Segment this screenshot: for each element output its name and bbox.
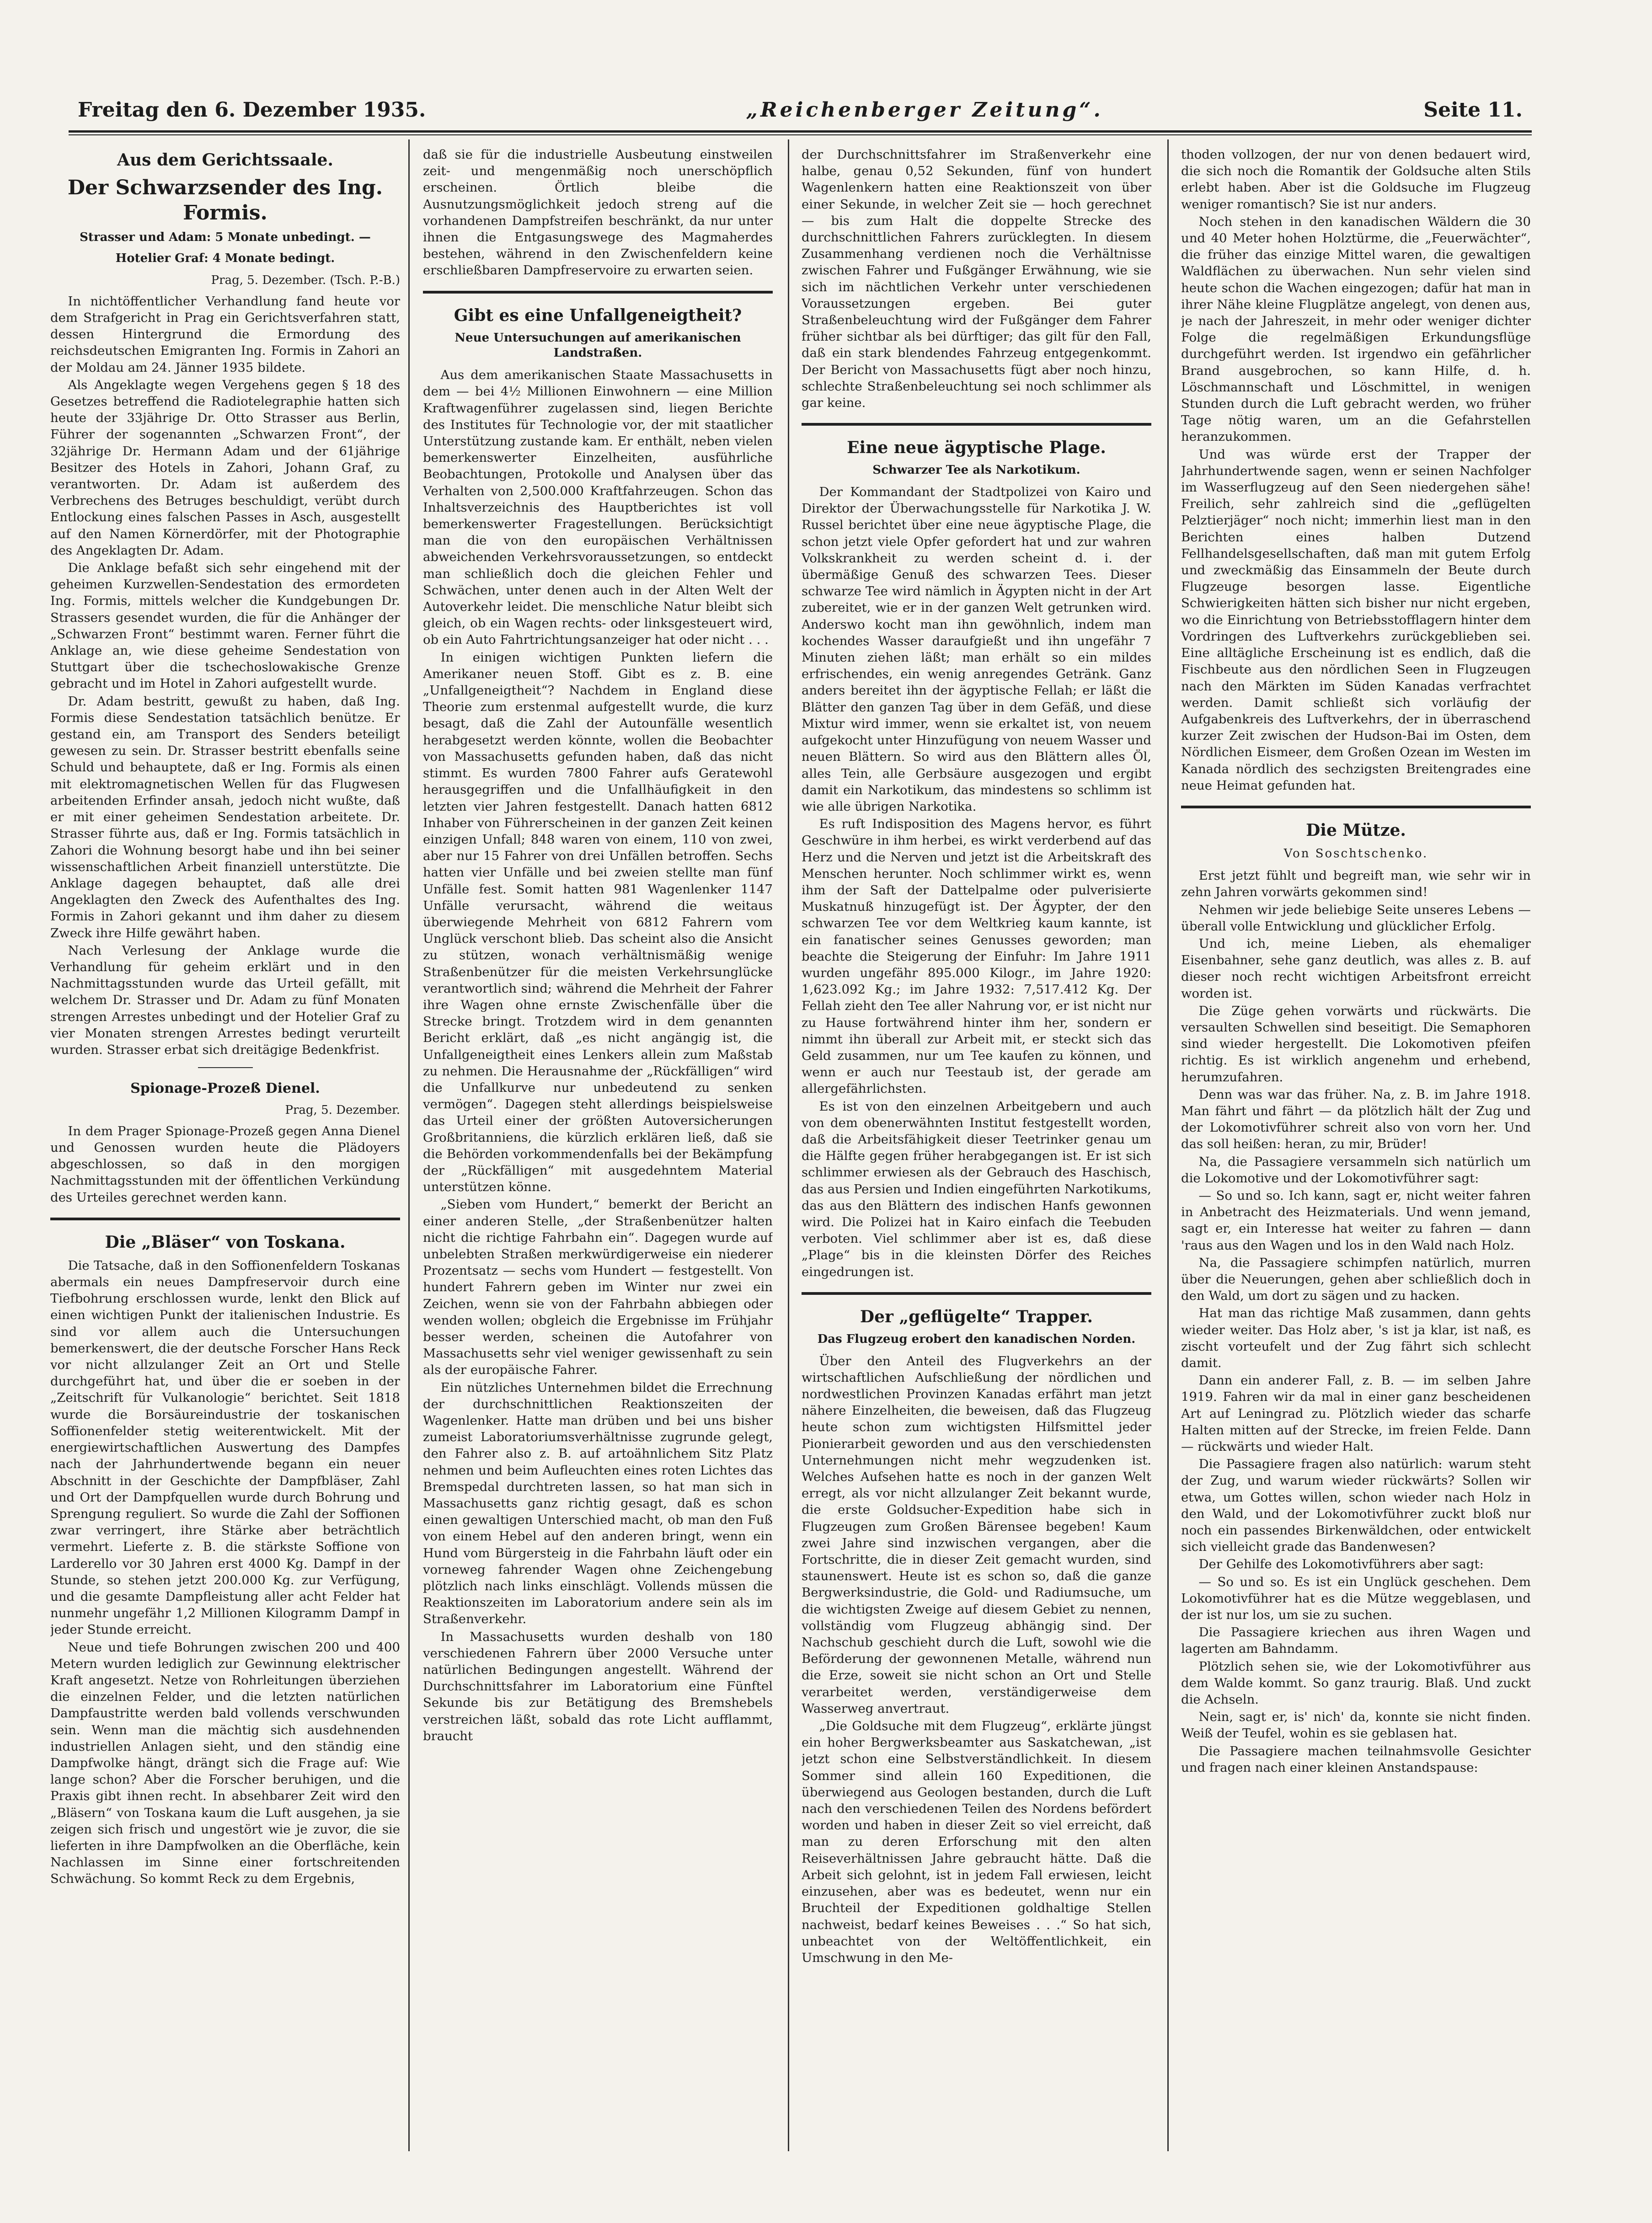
article-separator — [802, 1292, 1151, 1295]
masthead-rule — [69, 130, 1532, 133]
article-headline: Eine neue ägyptische Plage. — [847, 438, 1106, 458]
article-paragraph: daß sie für die industrielle Ausbeutung einstweilen zeit- und mengenmäßig noch unerschöpflich erscheinen. Örtlich bleibe die Ausnutzungsmöglichkeit jedoch streng auf die vorhandenen Dampfstreifen beschränkt, da nur unter ihnen die Entgasungswege des Magmaherdes bestehen, während in den Zwischenfeldern keine erschließbaren Dampfreservoire zu erwarten seien. — [423, 147, 773, 278]
article-subheadline: Schwarzer Tee als Narkotikum. — [872, 463, 1080, 477]
article-paragraph: Plötzlich sehen sie, wie der Lokomotivführer aus dem Walde kommt. So ganz traurig. Blaß. Und zuckt die Achseln. — [1181, 1659, 1531, 1707]
article-headline: Die „Bläser“ von Toskana. — [105, 1232, 346, 1252]
article-paragraph: Der Gehilfe des Lokomotivführers aber sagt: — [1198, 1557, 1484, 1572]
article-subheadline: Strasser und Adam: 5 Monate unbedingt. — — [80, 230, 371, 244]
article-paragraph: In Massachusetts wurden deshalb von 180 verschiedenen Fahrern über 2000 Versuche unter natürlichen Bedingungen angestellt. Während der Durchschnittsfahrer im Laboratorium eine Fünftel Sekunde bis zur Betätigung des Bremshebels verstreichen läßt, sobald das rote Licht aufflammt, braucht — [423, 1629, 773, 1743]
article-paragraph: „Die Goldsuche mit dem Flugzeug“, erklärte jüngst ein hoher Bergwerksbeamter aus Saskatchewan, „ist jetzt schon eine Selbstverständlichkeit. In diesem Sommer sind allein 160 Expeditionen, die überwiegend aus Geologen bestanden, durch die Luft nach den verschiedenen Teilen des Nordens befördert worden und haben in dieser Zeit so viel erreicht, daß man zu deren Erforschung mit den alten Reiseverhältnissen Jahre gebraucht hätte. Daß die Arbeit sich gelohnt, ist in jedem Fall erwiesen, leicht einzusehen, aber was es bedeutet, wenn nur ein Bruchteil der Expeditionen goldhaltige Stellen nachweist, bedarf keines Beweises . . .“ So hat sich, unbeachtet von der Weltöffentlichkeit, ein Umschwung in den Me- — [802, 1719, 1151, 1965]
article-byline: Von Soschtschenko. — [1283, 846, 1428, 860]
article-paragraph: Der Kommandant der Stadtpolizei von Kairo und Direktor der Überwachungsstelle für Narkotika J. W. Russel berichtet über eine neue ägyptische Plage, die schon jetzt viele Opfer gefordert hat und zur wahren Volkskrankheit zu werden scheint d. i. der übermäßige Genuß des schwarzen Tees. Dieser schwarze Tee wird nämlich in Ägypten nicht in der Art zubereitet, wie er in der ganzen Welt getrunken wird. Anderswo kocht man ihn gewöhnlich, indem man kochendes Wasser daraufgießt und ihn ungefähr 7 Minuten ziehen läßt; man erhält so ein mildes erfrischendes, ein wenig anregendes Getränk. Ganz anders bereitet ihn der ägyptische Fellah; er läßt die Blätter den ganzen Tag über in dem Gefäß, und diese Mixtur wird immer, wenn sie erkaltet ist, von neuem aufgekocht unter Hinzufügung von neuem Wasser und neuen Blättern. So wird aus den Blättern alles Öl, alles Tein, alle Gerbsäure ausgezogen und ergibt damit ein Narkotikum, das mindestens so schlimm ist wie alle übrigen Narkotika. — [802, 485, 1151, 814]
column-rule — [408, 139, 410, 2151]
article-paragraph: Es ist von den einzelnen Arbeitgebern und auch von dem obenerwähnten Institut festgestellt worden, daß die Arbeitsfähigkeit dieser Teetrinker genau um die Hälfte gegen früher herabgegangen ist. Er ist sich schlimmer erwiesen als der Gebrauch des Haschisch, das aus Persien und Indien eingeführten Narkotikums, das aus den Blättern des indischen Hanfs gewonnen wird. Die Polizei hat in Kairo einfach die Teebuden verboten. Viel schlimmer aber ist es, daß diese „Plage“ bis in die kleinsten Dörfer des Reiches eingedrungen ist. — [802, 1099, 1151, 1279]
masthead — [78, 98, 1523, 126]
article-separator — [423, 291, 773, 294]
article-paragraph: Noch stehen in den kanadischen Wäldern die 30 und 40 Meter hohen Holztürme, die „Feuerwächter“, die früher das einzige Mittel waren, die gewaltigen Waldflächen zu überwachen. Nun sehr vielen sind heute schon die Wachen eingezogen; dafür hat man in ihrer Nähe kleine Flugplätze angelegt, von denen aus, je nach der Jahreszeit, in mehr oder weniger dichter Folge die regelmäßigen Erkundungsflüge durchgeführt werden. Ist irgendwo ein gefährlicher Brand ausgebrochen, so kann Hilfe, d. h. Löschmannschaft und Löschmittel, in wenigen Stunden durch die Luft gebracht werden, wo früher Tage nötig waren, um an die Gefahrstellen heranzukommen. — [1181, 214, 1531, 444]
article-paragraph: Hat man das richtige Maß zusammen, dann gehts wieder weiter. Das Holz aber, 's ist ja klar, ist naß, es zischt vorteufelt und der Zug fährt sich schlecht damit. — [1181, 1306, 1531, 1371]
article-paragraph: Die Passagiere kriechen aus ihren Wagen und lagerten am Bahndamm. — [1181, 1625, 1531, 1657]
article-paragraph: Die Anklage befaßt sich sehr eingehend mit der geheimen Kurzwellen-Sendestation des ermordeten Ing. Formis, mittels welcher die Kundgebungen Dr. Strassers gesendet wurden, die für die Anhänger der „Schwarzen Front“ bestimmt waren. Ferner führt die Anklage an, wie diese geheime Sendestation von Stuttgart über die tschechoslowakische Grenze gebracht und im Hotel in Zahori aufgestellt wurde. — [50, 561, 400, 691]
article-paragraph: „Sieben vom Hundert,“ bemerkt der Bericht an einer anderen Stelle, „der Straßenbenützer halten nicht die richtige Fahrbahn ein“. Dagegen wurde auf unbelebten Straßen merkwürdigerweise ein niederer Prozentsatz — sechs vom Hundert — festgestellt. Von hundert Fahrern geben im Winter nur zwei ein Zeichen, wenn sie von der Fahrbahn abbiegen oder wenden wollen; obgleich die Ergebnisse im Frühjahr besser werden, scheinen die Autofahrer von Massachusetts sehr viel weniger gewissenhaft zu sein als der europäische Fahrer. — [423, 1197, 773, 1378]
article-paragraph: thoden vollzogen, der nur von denen bedauert wird, die sich noch die Romantik der Goldsuche alten Stils erlebt haben. Aber ist die Goldsuche im Flugzeug weniger romantisch? Sie ist nur anders. — [1181, 147, 1531, 212]
article-subheadline: Das Flugzeug erobert den kanadischen Norden. — [817, 1332, 1136, 1346]
article-paragraph: — So und so. Es ist ein Unglück geschehen. Dem Lokomotivführer hat es die Mütze weggeblasen, und der ist nur los, um sie zu suchen. — [1181, 1574, 1531, 1623]
article-paragraph: Die Züge gehen vorwärts und rückwärts. Die versaulten Schwellen sind beseitigt. Die Semaphoren sind wieder hergestellt. Die Lokomotiven pfeifen richtig. Es ist wirklich angenehm und erhebend, herumzufahren. — [1181, 1003, 1531, 1085]
article-headline: Der „geflügelte“ Trapper. — [860, 1307, 1093, 1326]
article-paragraph: Na, die Passagiere schimpfen natürlich, murren über die Neuerungen, gehen aber schließlich doch in den Wald, um dort zu sägen und zu hacken. — [1181, 1255, 1531, 1304]
article-paragraph: Dann ein anderer Fall, z. B. — im selben Jahre 1919. Fahren wir da mal in einer ganz bescheidenen Art auf Leningrad zu. Plötzlich wieder das scharfe Halten mitten auf der Strecke, im freien Felde. Dann — rückwärts und wieder Halt. — [1181, 1373, 1531, 1454]
article-headline: Der Schwarzsender des Ing. Formis. — [67, 176, 383, 224]
article-paragraph: Und was würde erst der Trapper der Jahrhundertwende sagen, wenn er seinen Nachfolger im Wasserflugzeug auf den Seen niedergehen sähe! Freilich, sehr zahlreich sind die „geflügelten Pelztierjäger“ noch nicht; immerhin liest man in den Berichten eines halben Dutzend Fellhandelsgesellschaften, daß man mit gutem Erfolg und zweckmäßig das Einsammeln der Beute durch Flugzeuge besorgen lasse. Eigentliche Schwierigkeiten hätten sich bisher nur nicht ergeben, wo die Einrichtung von Betriebsstofflagern hinter dem Vordringen des Luftverkehrs zurückgeblieben sei. Eine alltägliche Erscheinung ist es endlich, daß die Fischbeute aus den nördlichen Seen in Flugzeugen nach den Märkten im Süden Kanadas verfrachtet werden. Damit schließt sich vorläufig der Aufgabenkreis des Luftverkehrs, der in überraschend kurzer Zeit zwischen der Hudson-Bai im Osten, dem Nördlichen Eismeer, dem Großen Ozean im Westen im Kanada nördlich des sechzigsten Breitengrades eine neue Heimat gefunden hat. — [1181, 447, 1531, 793]
article-paragraph: Denn was war das früher. Na, z. B. im Jahre 1918. Man fährt und fährt — da plötzlich hält der Zug und der Lokomotivführer schreit also von vorn her. Und das soll heißen: heran, zu mir, Brüder! — [1181, 1087, 1531, 1152]
column-1 — [50, 146, 400, 2154]
article-paragraph: Als Angeklagte wegen Vergehens gegen § 18 des Gesetzes betreffend die Radiotelegraphie hatten sich heute der 33jährige Dr. Otto Strasser aus Berlin, Führer der sogenannten „Schwarzen Front“, der 32jährige Dr. Hermann Adam und der 61jährige Besitzer des Hotels in Zahori, Johann Graf, zu verantworten. Dr. Adam ist außerdem des Verbrechens des Betruges beschuldigt, verübt durch Entlockung eines falschen Passes in Asch, ausgestellt auf den Namen Körnerdörfer, mit der Photographie des Angeklagten Dr. Adam. — [50, 377, 400, 558]
column-rule — [1167, 139, 1169, 2151]
article-subheadline: Neue Untersuchungen auf amerikanischen Landstraßen. — [454, 331, 741, 360]
article-paragraph: Ein nützliches Unternehmen bildet die Errechnung der durchschnittlichen Reaktionszeiten der Wagenlenker. Hatte man drüben und bei uns bisher zumeist Laboratoriumsverhältnisse zugrunde gelegt, den Fahrer also z. B. auf artoähnlichem Sitz Platz nehmen und beim Aufleuchten eines roten Lichtes das Bremspedal durchtreten lassen, so hat man sich in Massachusetts ganz richtig gesagt, daß es schon einen gewaltigen Unterschied macht, ob man den Fuß von einem Hebel auf den anderen bringt, wenn ein Hund vom Bürgersteig in die Fahrbahn läuft oder ein vorneweg fahrender Wagen ohne Zeichengebung plötzlich nach links einschlägt. Vollends müssen die Reaktionszeiten im Laboratorium andere sein als im Straßenverkehr. — [423, 1380, 773, 1627]
article-paragraph: Na, die Passagiere versammeln sich natürlich um die Lokomotive und der Lokomotivführer sagt: — [1181, 1154, 1531, 1186]
article-paragraph: Nehmen wir jede beliebige Seite unseres Lebens — überall volle Entwicklung und glücklicher Erfolg. — [1181, 902, 1531, 934]
article-subheadline: Hotelier Graf: 4 Monate bedingt. — [115, 251, 335, 265]
article-paragraph: Die Passagiere machen teilnahmsvolle Gesichter und fragen nach einer kleinen Anstandspause: — [1181, 1743, 1531, 1775]
article-separator — [802, 423, 1151, 426]
article-paragraph: In einigen wichtigen Punkten liefern die Amerikaner neuen Stoff. Gibt es z. B. eine „Unfallgeneigtheit“? Nachdem in England diese Theorie zum erstenmal aufgestellt wurde, die kurz besagt, daß die Zahl der Autounfälle wesentlich herabgesetzt werden könnte, wollen die Beobachter von Massachusetts gefunden haben, daß das nicht stimmt. Es wurden 7800 Fahrer aufs Geratewohl herausgegriffen und die Unfallhäufigkeit in den letzten vier Jahren festgestellt. Danach hatten 6812 Inhaber von Führerscheinen in der ganzen Zeit keinen einzigen Unfall; 848 waren von einem, 110 von zwei, aber nur 15 Fahrer von drei Unfällen betroffen. Sechs hatten vier Unfälle und bei zweien stellte man fünf Unfälle fest. Somit hatten 981 Wagenlenker 1147 Unfälle verursacht, während die weitaus überwiegende Mehrheit von 6812 Fahrern vom Unglück verschont blieb. Das scheint also die Ansicht zu stützen, wonach verhältnismäßig wenige Straßenbenützer für die meisten Verkehrsunglücke verantwortlich sind; während die Mehrheit der Fahrer ihre Wagen ohne ernste Zwischenfälle über die Strecke bringt. Trotzdem wird in dem genannten Bericht erklärt, daß „es nicht angängig ist, die Unfallgeneigtheit eines Lenkers allein zum Maßstab zu nehmen. Die Herausnahme der „Rückfälligen“ wird die Unfallkurve nur unbedeutend zu senken vermögen“. Dagegen steht allerdings beispielsweise das Urteil einer der größten Autoversicherungen Großbritanniens, die kürzlich erklären ließ, daß sie die Behörden vorkommendenfalls bei der Bekämpfung der „Rückfälligen“ mit ausgedehntem Material unterstützen könne. — [423, 650, 773, 1195]
section-header: Aus dem Gerichtssaale. — [117, 150, 333, 170]
masthead-rule-thin — [69, 134, 1532, 135]
article-paragraph: Und ich, meine Lieben, als ehemaliger Eisenbahner, sehe ganz deutlich, was alles z. B. auf dieser noch recht wichtigen Arbeitsfront erreicht worden ist. — [1181, 936, 1531, 1001]
masthead-date: Freitag den 6. Dezember 1935. — [78, 98, 426, 122]
article-dateline: Prag, 5. Dezember. (Tsch. P.-B.) — [211, 273, 400, 287]
article-paragraph: Nein, sagt er, is' nich' da, konnte sie nicht finden. Weiß der Teufel, wohin es sie geblasen hat. — [1181, 1710, 1531, 1741]
column-rule — [788, 139, 789, 2151]
article-paragraph: In dem Prager Spionage-Prozeß gegen Anna Dienel und Genossen wurden heute die Plädoyers abgeschlossen, so daß in den morgigen Nachmittagsstunden mit der öffentlichen Verkündung des Urteiles gerechnet werden kann. — [50, 1123, 400, 1205]
article-headline: Die Mütze. — [1306, 820, 1406, 840]
article-paragraph: Es ruft Indisposition des Magens hervor, es führt Geschwüre in ihm herbei, es wirkt verderbend auf das Herz und die Nerven und jetzt ist die Arbeitskraft des Menschen herunter. Noch schlimmer wirkt es, wenn ihm der Saft der Dattelpalme oder pulverisierte Muskatnuß hinzugefügt ist. Der Ägypter, der den schwarzen Tee vor dem Weltkrieg kaum kannte, ist ein fanatischer seines Genusses geworden; man beachte die Steigerung der Einfuhr: Im Jahre 1911 wurden ungefähr 895.000 Kilogr., im Jahre 1920: 1,623.092 Kg.; im Jahre 1932: 7,517.412 Kg. Der Fellah zieht den Tee aller Nahrung vor, er ist nicht nur zu Hause fortwährend hinter ihm her, sondern er nimmt ihn überall zur Arbeit mit, er steckt sich das Geld zusammen, nur um Tee kaufen zu können, und wenn er auch nur Teestaub ist, der gerade am allergefährlichsten. — [802, 817, 1151, 1096]
column-4 — [1181, 146, 1531, 2154]
article-paragraph: Aus dem amerikanischen Staate Massachusetts in dem — bei 4½ Millionen Einwohnern — eine Million Kraftwagenführer zugelassen sind, liegen Berichte des Institutes für Technologie vor, der mit staatlicher Unterstützung zustande kam. Er enthält, neben vielen bemerkenswerter Einzelheiten, ausführliche Beobachtungen, Protokolle und Analysen über das Verhalten von 2,500.000 Kraftfahrzeugen. Schon das Inhaltsverzeichnis des Hauptberichtes ist voll bemerkenswerter Fragestellungen. Berücksichtigt man die von den europäischen Verhältnissen abweichenden Verkehrsvoraussetzungen, so entdeckt man schließlich doch die gleichen Fehler und Schwächen, unter denen auch in der Alten Welt der Autoverkehr leidet. Die menschliche Natur bleibt sich gleich, ob ein Wagen rechts- oder linksgesteuert wird, ob ein Auto Fahrtrichtungsanzeiger hat oder nicht . . . — [423, 368, 773, 647]
article-separator — [50, 1218, 400, 1220]
article-paragraph: Nach Verlesung der Anklage wurde die Verhandlung für geheim erklärt und in den Nachmittagsstunden wurde das Urteil gefällt, mit welchem Dr. Strasser und Dr. Adam zu fünf Monaten strengen Arrestes unbedingt und der Hotelier Graf zu vier Monaten strengen Arrestes bedingt verurteilt wurden. Strasser erbat sich dreitägige Bedenkfrist. — [50, 943, 400, 1057]
article-paragraph: Dr. Adam bestritt, gewußt zu haben, daß Ing. Formis diese Sendestation tatsächlich benütze. Er gestand ein, am Transport des Senders beteiligt gewesen zu sein. Dr. Strasser bestritt ebenfalls seine Schuld und behauptete, daß er Ing. Formis als einen mit elektromagnetischen Wellen für das Flugwesen arbeitenden Erfinder ansah, jedoch nicht wußte, daß er mit einer geheimen Sendestation arbeitete. Dr. Strasser führte aus, daß er Ing. Formis tatsächlich in Zahori die Wohnung besorgt habe und ihn bei seiner wissenschaftlichen Arbeit finanziell unterstützte. Die Anklage dagegen behauptet, daß alle drei Angeklagten den Zweck des Aufenthaltes des Ing. Formis in Zahori gekannt und ihm daher zu diesem Zweck ihre Hilfe gewährt haben. — [50, 694, 400, 940]
newspaper-title: „Reichenberger Zeitung“. — [746, 98, 1103, 122]
page-number: Seite 11. — [1423, 98, 1523, 122]
article-paragraph: Die Passagiere fragen also natürlich: warum steht der Zug, und warum wieder rückwärts? Sollen wir etwa, um Gottes willen, schon wieder nach Holz in den Wald, und der Lokomotivführer zuckt bloß nur noch ein passendes Birkenwäldchen, oder entwickelt sich vielleicht grade das Bandenwesen? — [1181, 1457, 1531, 1555]
column-3 — [802, 146, 1151, 2154]
article-dateline: Prag, 5. Dezember. — [285, 1103, 400, 1117]
article-paragraph: — So und so. Ich kann, sagt er, nicht weiter fahren in Anbetracht des Heizmaterials. Und wenn jemand, sagt er, ein Interesse hat weiter zu fahren — dann 'raus aus den Wagen und los in den Wald nach Holz. — [1181, 1188, 1531, 1253]
article-paragraph: Neue und tiefe Bohrungen zwischen 200 und 400 Metern wurden lediglich zur Gewinnung elektrischer Kraft angesetzt. Netze von Rohrleitungen überziehen die einzelnen Felder, und die letzten natürlichen Dampfaustritte werden bald vollends verschwunden sein. Wenn man die mächtig sich ausdehnenden industriellen Anlagen sieht, und den ständig eine Dampfwolke hängt, drängt sich die Frage auf: Wie lange schon? Aber die Forscher beruhigen, und die Praxis gibt ihnen recht. In absehbarer Zeit wird den „Bläsern“ von Toskana kaum die Luft ausgehen, ja sie zeigen sich frisch und ungestört wie je zuvor, die sie lieferten in ihre Dampfwolken an die Oberfläche, kein Nachlassen im Sinne einer fortschreitenden Schwächung. So kommt Reck zu dem Ergebnis, — [50, 1640, 400, 1886]
article-separator — [198, 1067, 253, 1068]
article-paragraph: Die Tatsache, daß in den Soffionenfeldern Toskanas abermals ein neues Dampfreservoir durch eine Tiefbohrung erschlossen wurde, lenkt den Blick auf einen wichtigen Punkt der italienischen Industrie. Es sind vor allem auch die Untersuchungen bemerkenswert, die der deutsche Forscher Hans Reck vor nicht allzulanger Zeit an Ort und Stelle durchgeführt hat, und über die er soeben in der „Zeitschrift für Vulkanologie“ berichtet. Seit 1818 wurde die Borsäureindustrie der toskanischen Soffionenfelder stetig weiterentwickelt. Mit der energiewirtschaftlichen Auswertung des Dampfes nach der Jahrhundertwende begann ein neuer Abschnitt in der Geschichte der Dampfbläser, Zahl und Ort der Dampfquellen wurde durch Bohrung und Sprengung reguliert. So wurde die Zahl der Soffionen zwar verringert, ihre Stärke aber beträchtlich vermehrt. Lieferte z. B. die stärkste Soffione von Larderello vor 30 Jahren erst 4000 Kg. Dampf in der Stunde, so stehen jetzt 200.000 Kg. zur Verfügung, und die gesamte Dampfleistung aller acht Felder hat nunmehr ungefähr 1,2 Millionen Kilogramm Dampf in jeder Stunde erreicht. — [50, 1258, 400, 1637]
article-paragraph: der Durchschnittsfahrer im Straßenverkehr eine halbe, genau 0,52 Sekunden, fünf von hundert Wagenlenkern hatten eine Reaktionszeit von über einer Sekunde, in welcher Zeit sie — hoch gerechnet — bis zum Halt die doppelte Strecke des durchschnittlichen Fahrers zurücklegten. In diesem Zusammenhang verdienen noch die Verhältnisse zwischen Fahrer und Fußgänger Erwähnung, wie sie sich im nächtlichen Verkehr unter verschiedenen Voraussetzungen ergeben. Bei guter Straßenbeleuchtung wird der Fußgänger dem Fahrer früher sichtbar als bei dürftiger; das gilt für den Fall, daß ein stark blendendes Fahrzeug entgegenkommt. Der Bericht von Massachusetts fügt aber noch hinzu, schlechte Straßenbeleuchtung sei noch schlimmer als gar keine. — [802, 147, 1151, 411]
article-headline: Spionage-Prozeß Dienel. — [130, 1080, 320, 1097]
article-separator — [1181, 806, 1531, 808]
article-paragraph: Über den Anteil des Flugverkehrs an der wirtschaftlichen Aufschließung der nördlichen und nordwestlichen Provinzen Kanadas erfährt man jetzt nähere Einzelheiten, die beweisen, daß das Flugzeug heute schon zum wichtigsten Hilfsmittel jeder Pionierarbeit geworden und aus den verschiedensten Unternehmungen nicht mehr wegzudenken ist. Welches Aufsehen hatte es noch in der ganzen Welt erregt, als vor nicht allzulanger Zeit bekannt wurde, die erste Goldsucher-Expedition habe sich in Flugzeugen zum Großen Bärensee begeben! Kaum zwei Jahre sind inzwischen vergangen, aber die Fortschritte, die in dieser Zeit gemacht wurden, sind staunenswert. Heute ist es schon so, daß die ganze Bergwerksindustrie, die Gold- und Radiumsuche, um die wichtigsten Zweige auf diesem Gebiet zu nennen, vollständig vom Flugzeug abhängig sind. Der Nachschub geschieht durch die Luft, sowohl wie die Beförderung der gewonnenen Metalle, während nun die Erze, soweit sie nicht schon an Ort und Stelle verarbeitet werden, verständigerweise dem Wasserweg anvertraut. — [802, 1353, 1151, 1716]
article-headline: Gibt es eine Unfallgeneigtheit? — [454, 305, 742, 325]
article-paragraph: In nichtöffentlicher Verhandlung fand heute vor dem Strafgericht in Prag ein Gerichtsverfahren statt, dessen Hintergrund die Ermordung des reichsdeutschen Emigranten Ing. Formis in Zahori an der Moldau am 24. Jänner 1935 bildete. — [50, 294, 400, 375]
article-paragraph: Erst jetzt fühlt und begreift man, wie sehr wir in zehn Jahren vorwärts gekommen sind! — [1181, 868, 1531, 900]
column-2 — [423, 146, 773, 2154]
